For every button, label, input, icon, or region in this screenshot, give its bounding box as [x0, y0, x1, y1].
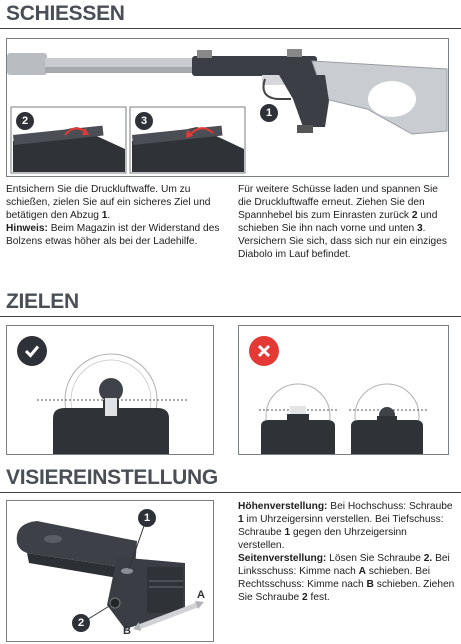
screw-badge-1: 1	[138, 509, 156, 527]
step-badge-1: 1	[260, 104, 278, 122]
step-badge-2: 2	[16, 112, 34, 130]
x-mark-icon	[249, 336, 279, 366]
screw-badge-2: 2	[72, 614, 90, 632]
arrow-label-a: A	[197, 589, 205, 601]
shooting-text-left: Entsichern Sie die Druckluftwaffe. Um zu schießen, zielen Sie auf ein sicheres Ziel und betätigen den Abzug 1. Hinweis: Beim Magazin ist der Widerstand des Bolzens etwas höher als bei der Ladehilfe.	[6, 184, 220, 247]
shooting-illustration	[6, 38, 449, 177]
arrow-label-b: B	[123, 625, 131, 637]
divider	[0, 492, 461, 493]
sight-adjustment-text: Höhenverstellung: Bei Hochschuss: Schraube 1 im Uhrzeigersinn verstellen. Bei Tiefschuss: Schraube 1 gegen den Uhrzeigersinn verstellen. Seitenverstellung: Lösen Sie Schraube 2. Bei Linksschuss: Kimme nach A schieben. Bei Rechtsschuss: Kimme nach B schieben. Ziehen Sie Schraube 2 fest.	[238, 501, 455, 603]
checkmark-icon	[17, 336, 47, 366]
shooting-text-right: Für weitere Schüsse laden und spannen Sie die Druckluftwaffe erneut. Ziehen Sie den Spannhebel bis zum Einrasten zurück 2 und schieben Sie ihn nach vorne und unten 3. Versichern Sie sich, dass sich nur ein einziges Diabolo im Lauf befindet.	[238, 184, 447, 260]
step-badge-3: 3	[135, 112, 153, 130]
aim-correct-panel	[6, 325, 214, 455]
aim-wrong-panel	[238, 325, 449, 455]
section-title-aiming: ZIELEN	[6, 290, 79, 313]
section-title-sight-adjustment: VISIEREINSTELLUNG	[6, 466, 218, 489]
divider	[0, 28, 461, 29]
sight-adjustment-illustration	[6, 500, 214, 642]
section-title-shooting: SCHIESSEN	[6, 2, 125, 25]
divider	[0, 316, 461, 317]
